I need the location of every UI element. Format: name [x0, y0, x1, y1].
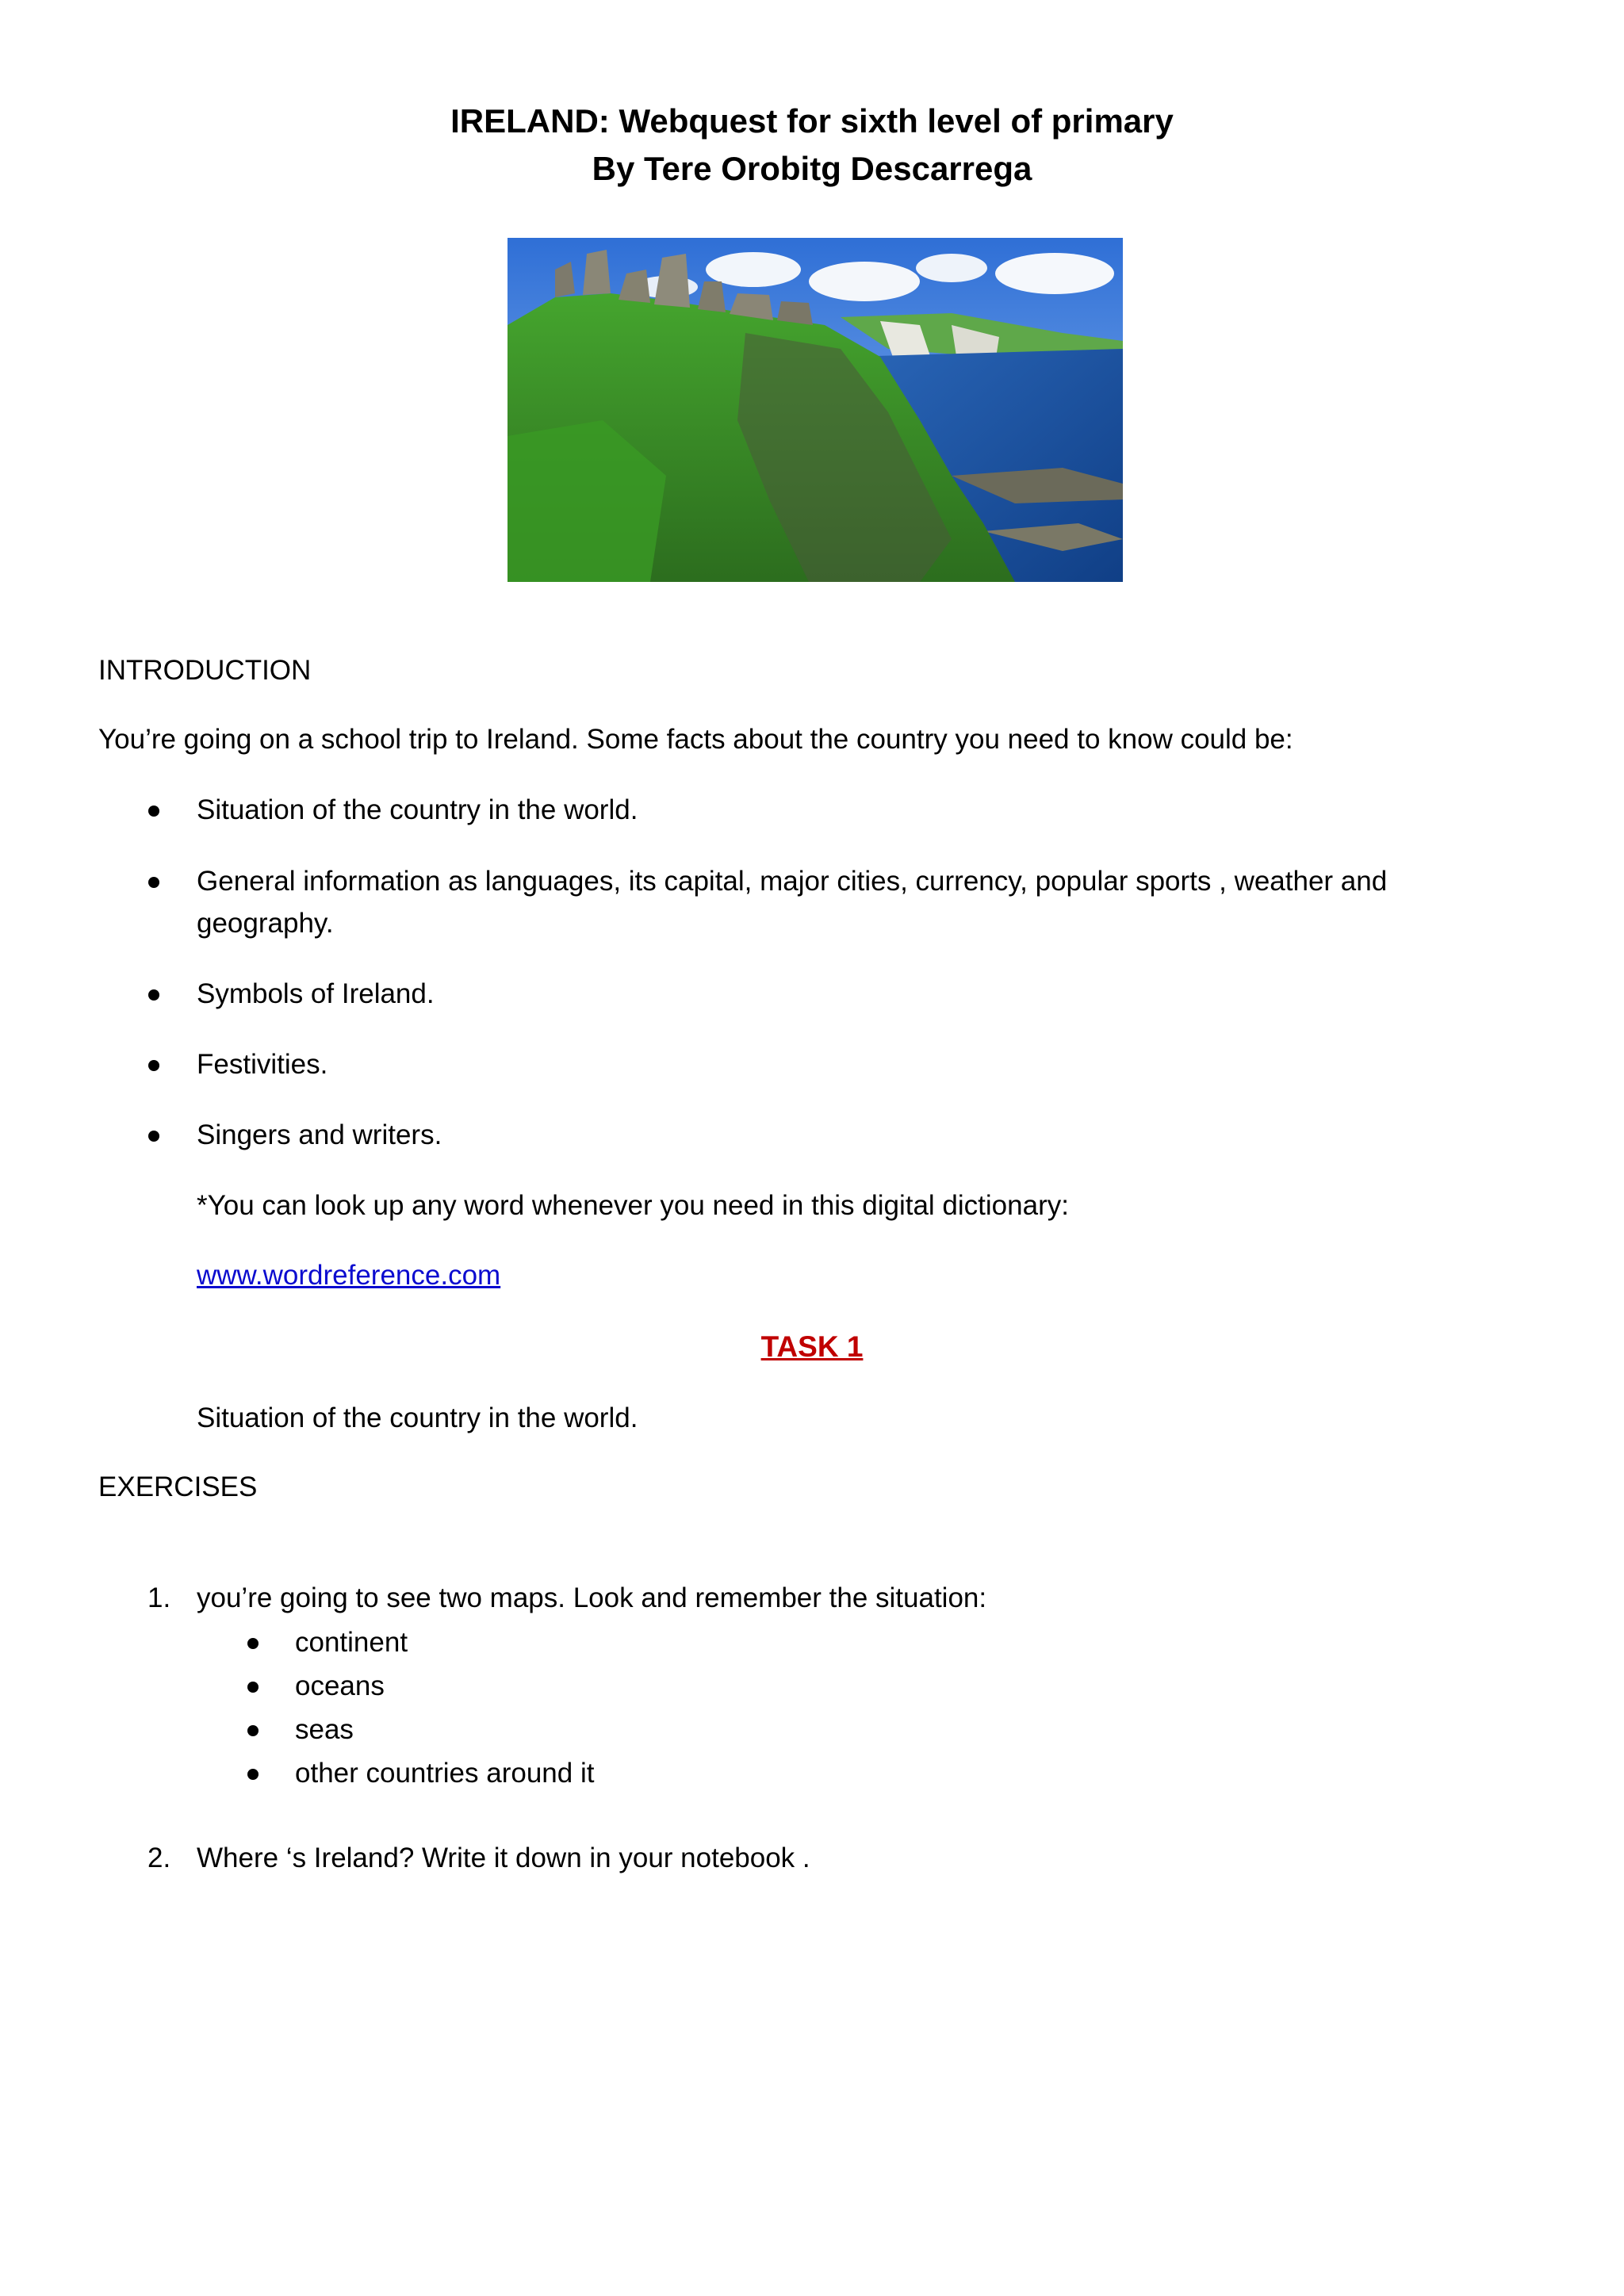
subitem-oceans: oceans: [295, 1670, 385, 1701]
bullet-icon: [247, 1682, 259, 1693]
intro-bullet-general-info-cont: geography.: [197, 908, 334, 939]
subitem-seas: seas: [295, 1714, 354, 1745]
intro-bullet-general-info: General information as languages, its capital, major cities, currency, popular sports , weather and: [197, 866, 1388, 897]
subitem-countries: other countries around it: [295, 1758, 595, 1789]
intro-bullet-situation: Situation of the country in the world.: [197, 794, 638, 825]
intro-bullet-singers: Singers and writers.: [197, 1119, 442, 1150]
bullet-icon: [148, 1060, 159, 1071]
bullet-icon: [148, 877, 159, 888]
exercise-1-text: you’re going to see two maps. Look and remember the situation:: [197, 1582, 987, 1613]
document-title: IRELAND: Webquest for sixth level of primary: [450, 102, 1174, 140]
exercise-2-text: Where ‘s Ireland? Write it down in your notebook .: [197, 1843, 810, 1873]
document-author: By Tere Orobitg Descarrega: [592, 150, 1032, 187]
bullet-icon: [148, 989, 159, 1001]
bullet-icon: [247, 1638, 259, 1649]
intro-bullet-symbols: Symbols of Ireland.: [197, 978, 435, 1009]
castle-coast-photo: [508, 238, 1123, 582]
introduction-heading: INTRODUCTION: [98, 655, 312, 686]
exercise-1-number: 1.: [147, 1582, 171, 1613]
bullet-icon: [247, 1725, 259, 1736]
bullet-icon: [148, 806, 159, 817]
wordreference-link[interactable]: www.wordreference.com: [197, 1260, 501, 1291]
task1-heading: TASK 1: [760, 1330, 864, 1363]
introduction-lead: You’re going on a school trip to Ireland. Some facts about the country you need to know could be:: [98, 724, 1293, 755]
exercises-heading: EXERCISES: [98, 1471, 258, 1502]
task1-subtitle: Situation of the country in the world.: [197, 1402, 638, 1433]
subitem-continent: continent: [295, 1627, 408, 1658]
dictionary-note: *You can look up any word whenever you need in this digital dictionary:: [197, 1190, 1069, 1221]
bullet-icon: [247, 1769, 259, 1780]
exercise-2-number: 2.: [147, 1843, 171, 1873]
intro-bullet-festivities: Festivities.: [197, 1049, 328, 1080]
bullet-icon: [148, 1131, 159, 1142]
